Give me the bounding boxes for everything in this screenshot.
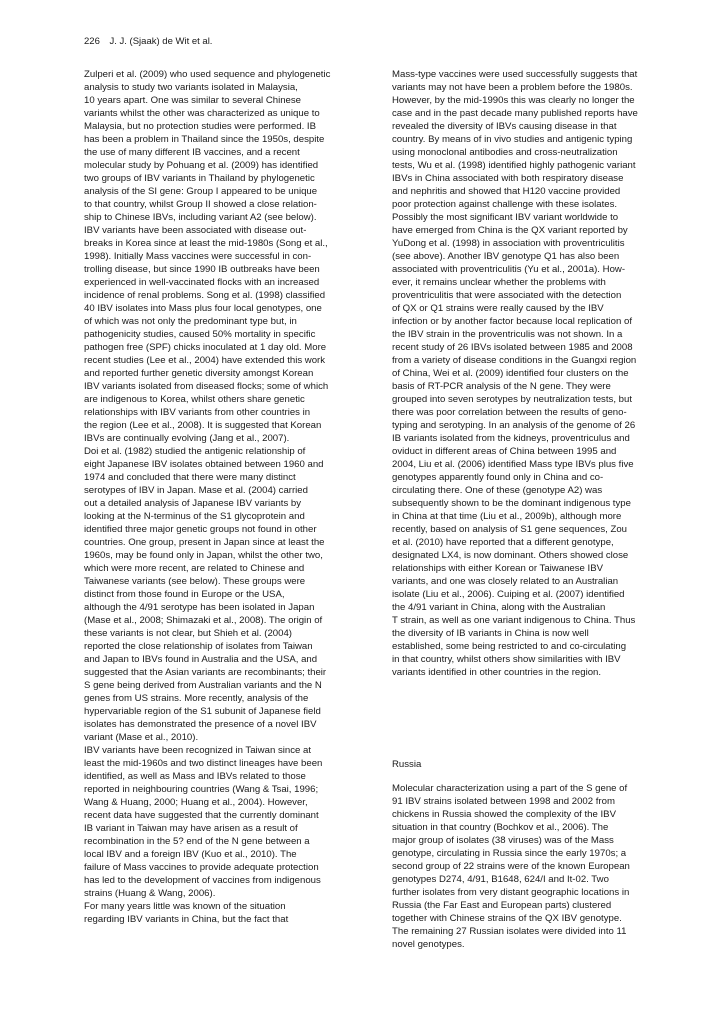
left-column-line: (Mase et al., 2008; Shimazaki et al., 2008). The origin of: [84, 615, 323, 626]
right-column-line: typing and serotyping. In an analysis of the genome of 26: [392, 420, 636, 431]
russia-line: chickens in Russia showed the complexity of the IBV: [392, 809, 616, 820]
left-column-line: least the mid-1960s and two distinct lineages have been: [84, 758, 323, 769]
left-column-line: regarding IBV variants in China, but the fact that: [84, 914, 289, 925]
left-column-line: analysis of the SI gene: Group I appeared to be unique: [84, 186, 318, 197]
left-column-line: two groups of IBV variants in Thailand by phylogenetic: [84, 173, 315, 184]
right-column-line: grouped into seven serotypes by neutralization tests, but: [392, 394, 632, 405]
left-column-line: incidence of renal problems. Song et al. (1998) classified: [84, 290, 326, 301]
right-column-line: T strain, as well as one variant indigenous to China. Thus: [392, 615, 636, 626]
right-column-line: revealed the diversity of IBVs causing disease in that: [392, 121, 617, 132]
left-column-line: variant (Mase et al., 2010).: [84, 732, 199, 743]
left-column-line: which were more recent, are related to Chinese and: [84, 563, 305, 574]
right-column-line: poor protection against challenge with these isolates.: [392, 199, 618, 210]
left-column-line: strains (Huang & Wang, 2006).: [84, 888, 216, 899]
right-column-line: the 4/91 variant in China, along with the Australian: [392, 602, 606, 613]
left-column-line: eight Japanese IBV isolates obtained between 1960 and: [84, 459, 324, 470]
left-column-line: out a detailed analysis of Japanese IBV variants by: [84, 498, 302, 509]
left-column-line: looking at the N-terminus of the S1 glycoprotein and: [84, 511, 305, 522]
left-column-line: IBV variants isolated from diseased flocks; some of which: [84, 381, 329, 392]
right-column-line: Possibly the most significant IBV variant worldwide to: [392, 212, 619, 223]
left-column: [84, 68, 364, 926]
left-column-line: For many years little was known of the situation: [84, 901, 286, 912]
russia-line: 91 IBV strains isolated between 1998 and 2002 from: [392, 796, 615, 807]
right-column-line: IB variants isolated from the kidneys, proventriculus and: [392, 433, 630, 444]
right-column-line: recently, based on analysis of S1 gene sequences, Zou: [392, 524, 628, 535]
left-column-line: the region (Lee et al., 2008). It is suggested that Korean: [84, 420, 322, 431]
russia-line: novel genotypes.: [392, 939, 465, 950]
russia-line: situation in that country (Bochkov et al., 2006). The: [392, 822, 609, 833]
left-column-line: pathogenicity studies, caused 50% mortality in specific: [84, 329, 316, 340]
left-column-line: these variants is not clear, but Shieh et al. (2004): [84, 628, 292, 639]
right-column-line: and nephritis and showed that H120 vaccine provided: [392, 186, 621, 197]
right-column-line: ever, it remains unclear whether the problems with: [392, 277, 606, 288]
left-column-line: ship to Chinese IBVs, including variant A2 (see below).: [84, 212, 317, 223]
left-column-line: failure of Mass vaccines to provide adequate protection: [84, 862, 319, 873]
right-column-line: 2004, Liu et al. (2006) identified Mass type IBVs plus five: [392, 459, 634, 470]
running-head: J. J. (Sjaak) de Wit et al.: [109, 36, 213, 47]
right-column-line: (see above). Another IBV genotype Q1 has also been: [392, 251, 620, 262]
left-column-line: are indigenous to Korea, whilst others share genetic: [84, 394, 305, 405]
russia-line: The remaining 27 Russian isolates were divided into 11: [392, 926, 627, 937]
left-column-line: local IBV and a foreign IBV (Kuo et al., 2010). The: [84, 849, 297, 860]
running-header: [84, 36, 212, 47]
right-column-line: infection or by another factor because local replication of: [392, 316, 632, 327]
right-column-line: variants identified in other countries in the region.: [392, 667, 602, 678]
left-column-line: IB variant in Taiwan may have arisen as a result of: [84, 823, 298, 834]
right-column-line: case and in the past decade many published reports have: [392, 108, 638, 119]
section-heading-russia: Russia: [392, 759, 422, 770]
right-column-line: recent study of 26 IBVs isolated between 1985 and 2008: [392, 342, 633, 353]
right-column-line: from a variety of disease conditions in the Guangxi region: [392, 355, 637, 366]
left-column-line: IBVs are continually evolving (Jang et al., 2007).: [84, 433, 290, 444]
left-column-line: pathogen free (SPF) chicks inoculated at 1 day old. More: [84, 342, 327, 353]
left-column-line: has led to the development of vaccines from indigenous: [84, 875, 321, 886]
right-column: [392, 68, 672, 679]
left-column-line: Taiwanese variants (see below). These groups were: [84, 576, 306, 587]
left-column-line: and reported further genetic diversity amongst Korean: [84, 368, 314, 379]
left-column-line: recent studies (Lee et al., 2004) have extended this work: [84, 355, 326, 366]
left-column-line: identified, as well as Mass and IBVs related to those: [84, 771, 306, 782]
right-column-line: in China at that time (Liu et al., 2009b), although more: [392, 511, 622, 522]
right-column-line: tests, Wu et al. (1998) identified highly pathogenic variant: [392, 160, 636, 171]
left-column-line: 1960s, may be found only in Japan, whilst the other two,: [84, 550, 323, 561]
right-column-line: IBVs in China associated with both respiratory disease: [392, 173, 624, 184]
left-column-line: Malaysia, but no protection studies were performed. IB: [84, 121, 316, 132]
left-column-line: identified three major genetic groups not found in other: [84, 524, 317, 535]
right-column-line: established, some being restricted to and co-circulating: [392, 641, 627, 652]
left-column-line: relationships with IBV variants from other countries in: [84, 407, 311, 418]
right-column-line: However, by the mid-1990s this was clearly no longer the: [392, 95, 635, 106]
right-column-line: et al. (2010) have reported that a different genotype,: [392, 537, 614, 548]
left-column-line: recombination in the 5? end of the N gene between a: [84, 836, 310, 847]
left-column-line: S gene being derived from Australian variants and the N: [84, 680, 322, 691]
left-column-line: suggested that the Asian variants are recombinants; their: [84, 667, 327, 678]
right-column-line: isolate (Liu et al., 2006). Cuiping et al. (2007) identified: [392, 589, 625, 600]
left-column-line: recent data have suggested that the currently dominant: [84, 810, 319, 821]
russia-line: second group of 22 strains were of the known European: [392, 861, 630, 872]
right-column-line: genotypes apparently found only in China and co-: [392, 472, 604, 483]
russia-line: together with Chinese strains of the QX IBV genotype.: [392, 913, 622, 924]
right-column-line: YuDong et al. (1998) in association with proventriculitis: [392, 238, 625, 249]
left-column-line: molecular study by Pohuang et al. (2009) has identified: [84, 160, 319, 171]
left-column-line: variants whilst the other was characterized as unique to: [84, 108, 320, 119]
right-column-line: of China, Wei et al. (2009) identified four clusters on the: [392, 368, 629, 379]
right-column-line: Mass-type vaccines were used successfully suggests that: [392, 69, 638, 80]
left-column-line: hypervariable region of the S1 subunit of Japanese field: [84, 706, 321, 717]
left-column-line: the use of many different IB vaccines, and a recent: [84, 147, 300, 158]
left-column-line: analysis to study two variants isolated in Malaysia,: [84, 82, 298, 93]
right-column-line: relationships with either Korean or Taiwanese IBV: [392, 563, 604, 574]
russia-line: Molecular characterization using a part of the S gene of: [392, 783, 628, 794]
right-column-line: associated with proventriculitis (Yu et al., 2001a). How-: [392, 264, 626, 275]
right-column-line: designated LX4, is now dominant. Others showed close: [392, 550, 629, 561]
left-column-line: of which was not only the predominant type but, in: [84, 316, 297, 327]
russia-line: genotypes D274, 4/91, B1648, 624/I and It-02. Two: [392, 874, 609, 885]
right-column-line: the diversity of IB variants in China is now well: [392, 628, 589, 639]
right-column-line: using monoclonal antibodies and cross-neutralization: [392, 147, 618, 158]
right-column-line: subsequently shown to be the dominant indigenous type: [392, 498, 631, 509]
right-column-line: variants, and one was closely related to an Australian: [392, 576, 619, 587]
russia-line: further isolates from very distant geographic locations in: [392, 887, 630, 898]
right-column-line: variants may not have been a problem before the 1980s.: [392, 82, 633, 93]
russia-line: Russia (the Far East and European parts) clustered: [392, 900, 612, 911]
left-column-line: breaks in Korea since at least the mid-1980s (Song et al.,: [84, 238, 328, 249]
right-column-line: in that country, whilst others show similarities with IBV: [392, 654, 621, 665]
page-number: 226: [84, 36, 100, 47]
right-column-line: circulating there. One of these (genotype A2) was: [392, 485, 603, 496]
left-column-line: countries. One group, present in Japan since at least the: [84, 537, 325, 548]
left-column-line: Zulperi et al. (2009) who used sequence and phylogenetic: [84, 69, 331, 80]
left-column-line: trolling disease, but since 1990 IB outbreaks have been: [84, 264, 320, 275]
left-column-line: IBV variants have been recognized in Taiwan since at: [84, 745, 312, 756]
left-column-line: genes from US strains. More recently, analysis of the: [84, 693, 309, 704]
right-column-line: basis of RT-PCR analysis of the N gene. They were: [392, 381, 611, 392]
left-column-line: 40 IBV isolates into Mass plus four local genotypes, one: [84, 303, 322, 314]
left-column-line: experienced in well-vaccinated flocks with an increased: [84, 277, 320, 288]
right-column-line: country. By means of in vivo studies and antigenic typing: [392, 134, 633, 145]
left-column-line: distinct from those found in Europe or the USA,: [84, 589, 285, 600]
russia-line: major group of isolates (38 viruses) was of the Mass: [392, 835, 614, 846]
right-column-line: of QX or Q1 strains were really caused by the IBV: [392, 303, 604, 314]
left-column-line: 1974 and concluded that there were many distinct: [84, 472, 296, 483]
left-column-line: IBV variants have been associated with disease out-: [84, 225, 307, 236]
right-column-line: the IBV strain in the proventriculis was not shown. In a: [392, 329, 623, 340]
left-column-line: reported the close relationship of isolates from Taiwan: [84, 641, 313, 652]
right-column-line: oviduct in different areas of China between 1995 and: [392, 446, 617, 457]
russia-line: genotype, circulating in Russia since the early 1970s; a: [392, 848, 627, 859]
right-column-line: have emerged from China is the QX variant reported by: [392, 225, 628, 236]
left-column-line: isolates has demonstrated the presence of a novel IBV: [84, 719, 317, 730]
russia-section: [392, 758, 672, 951]
left-column-line: Doi et al. (1982) studied the antigenic relationship of: [84, 446, 306, 457]
left-column-line: although the 4/91 serotype has been isolated in Japan: [84, 602, 315, 613]
left-column-line: and Japan to IBVs found in Australia and the USA, and: [84, 654, 318, 665]
russia-body: [392, 782, 672, 951]
left-column-line: reported in neighbouring countries (Wang & Tsai, 1996;: [84, 784, 319, 795]
left-column-line: has been a problem in Thailand since the 1950s, despite: [84, 134, 325, 145]
left-column-line: Wang & Huang, 2000; Huang et al., 2004). However,: [84, 797, 308, 808]
right-column-line: proventriculitis that were associated with the detection: [392, 290, 622, 301]
right-column-line: there was poor correlation between the results of geno-: [392, 407, 627, 418]
left-column-line: 1998). Initially Mass vaccines were successful in con-: [84, 251, 312, 262]
left-column-line: to that country, whilst Group II showed a close relation-: [84, 199, 317, 210]
left-column-line: serotypes of IBV in Japan. Mase et al. (2004) carried: [84, 485, 308, 496]
left-column-line: 10 years apart. One was similar to several Chinese: [84, 95, 302, 106]
